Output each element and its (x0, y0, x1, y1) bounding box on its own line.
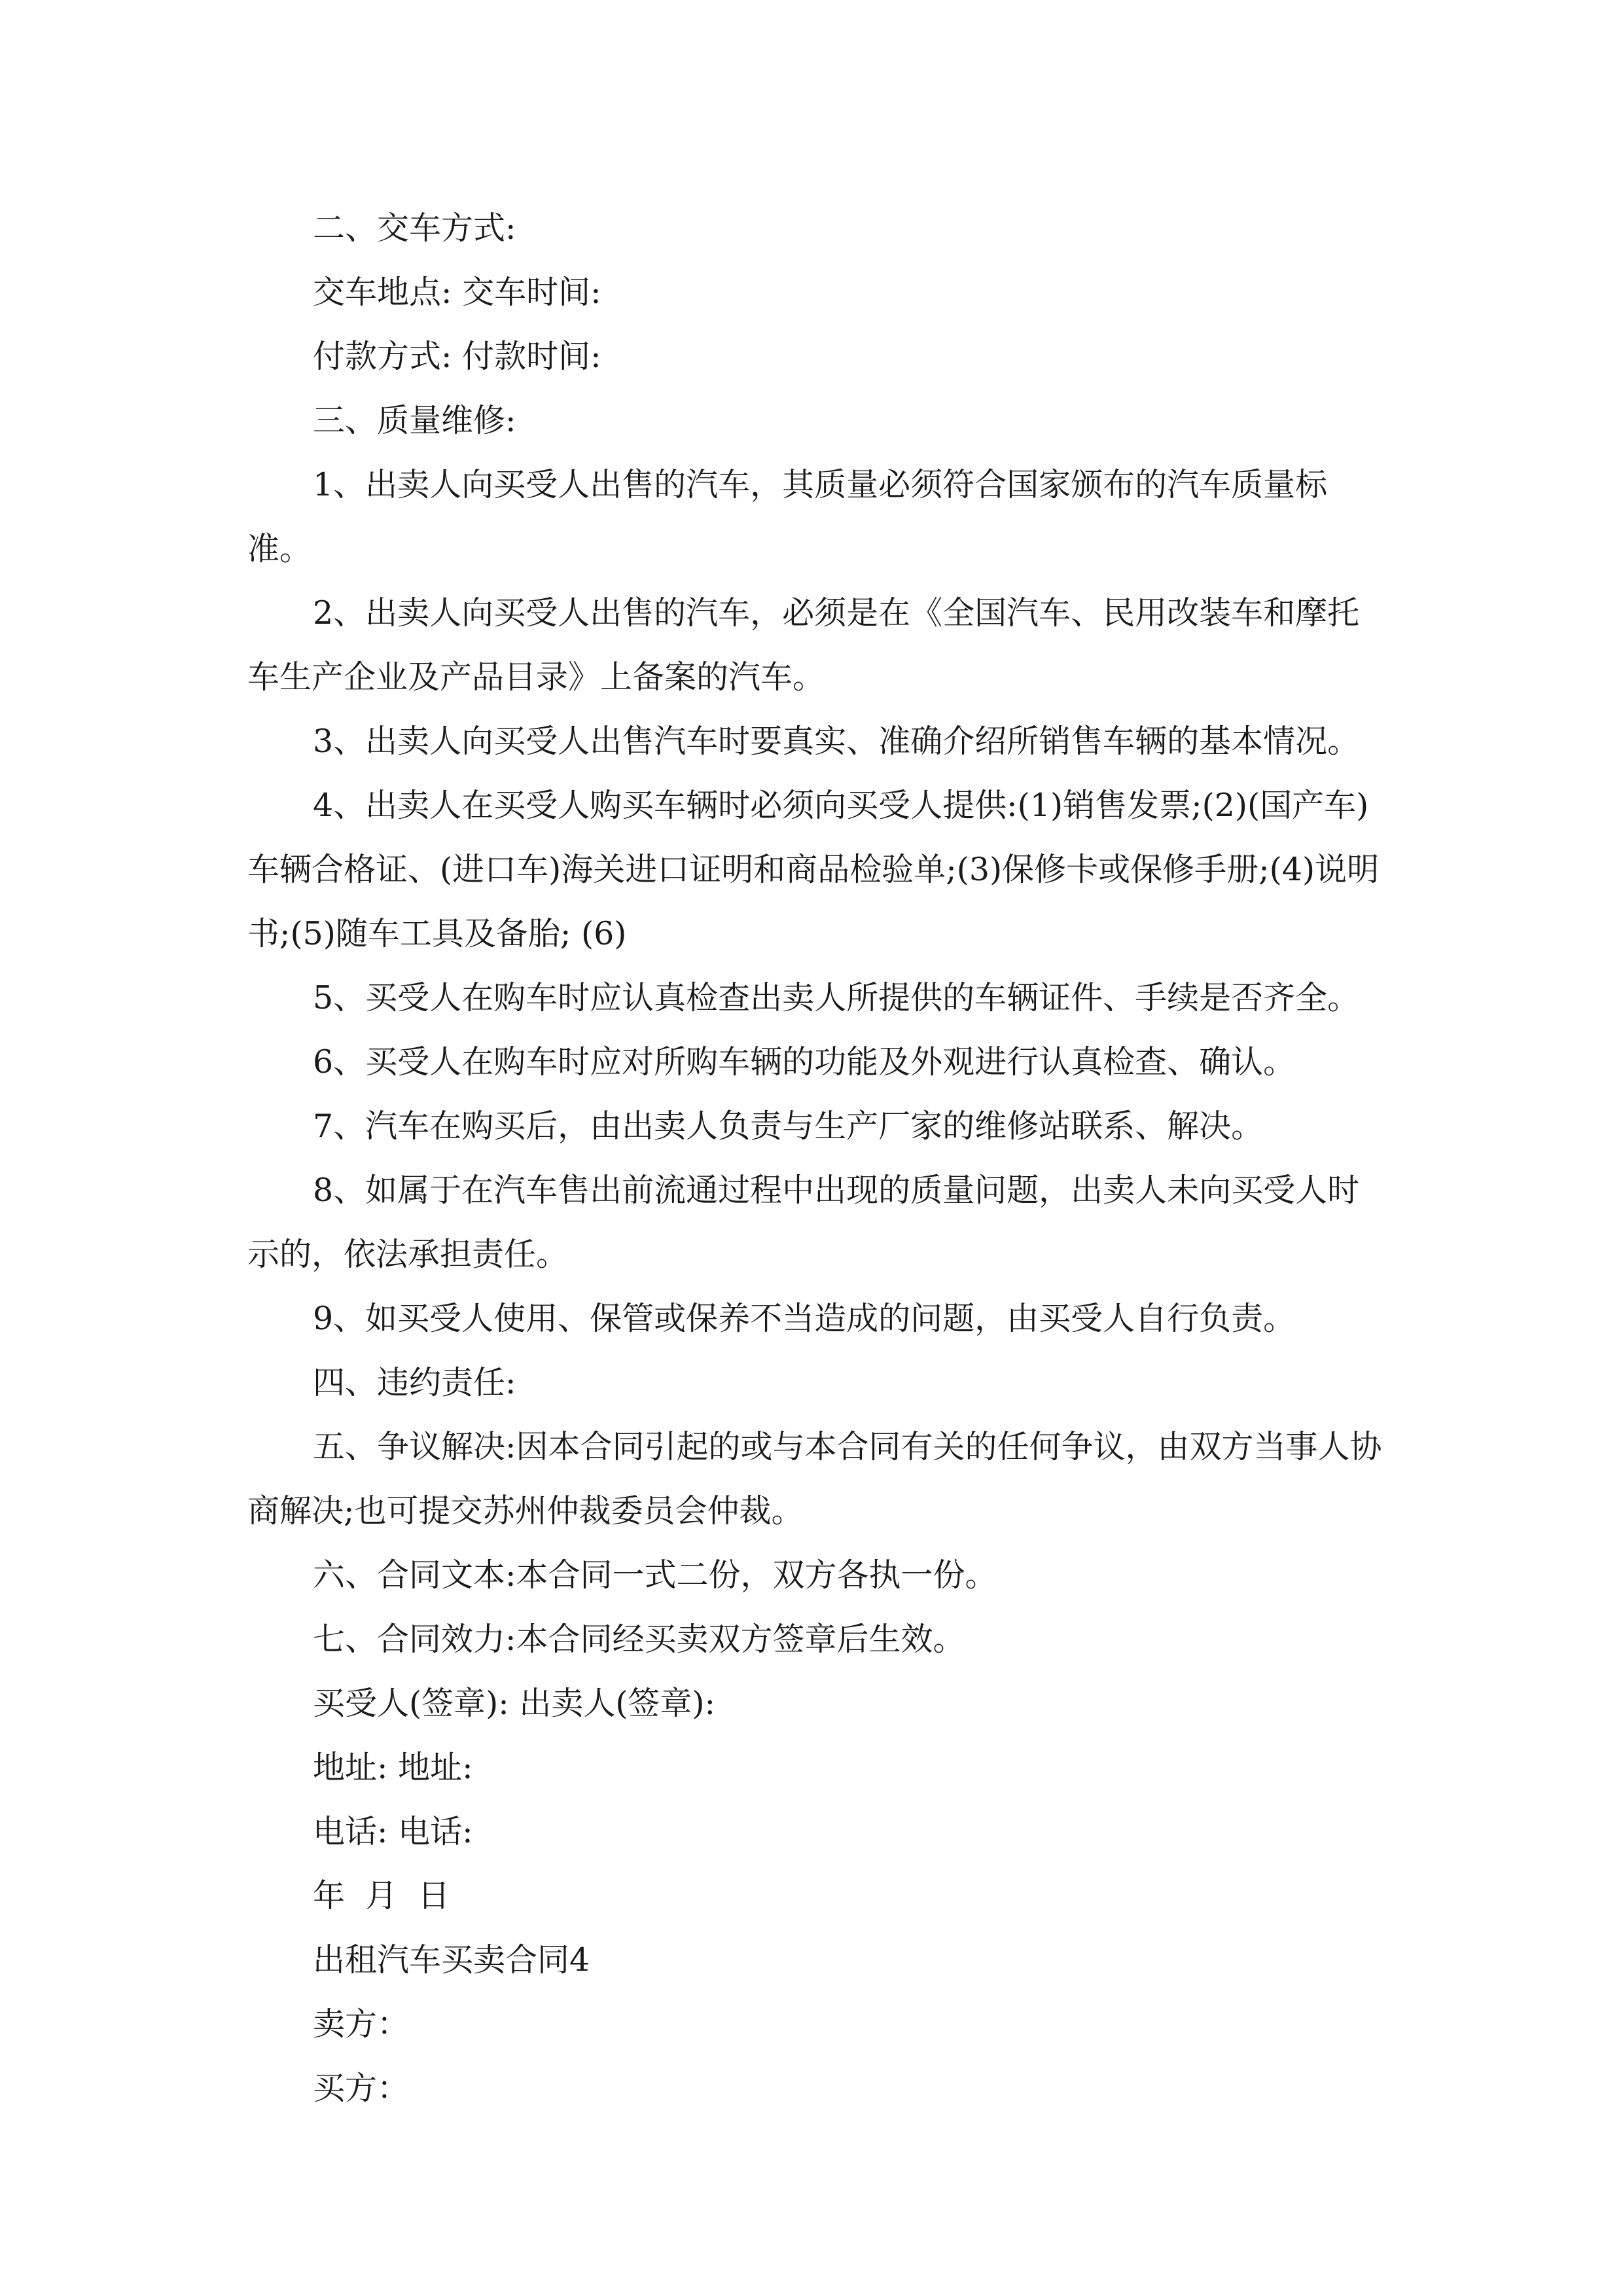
clause-4: 4、出卖人在买受人购买车辆时必须向买受人提供:(1)销售发票;(2)(国产车)车辆合格证、(进口车)海关进口证明和商品检验单;(3)保修卡或保修手册;(4)说明书;(5)随车工具及备胎; (6) (247, 787, 1380, 952)
date-line: 年 月 日 (313, 1877, 450, 1914)
payment-method-time-line: 付款方式: 付款时间: (313, 338, 601, 375)
section-heading-quality: 三、质量维修: (313, 402, 516, 439)
buyer-line: 买方： (313, 2070, 410, 2107)
clause-3: 3、出卖人向买受人出售汽车时要真实、准确介绍所销售车辆的基本情况。 (313, 723, 1360, 760)
section-dispute-resolution: 五、争议解决:因本合同引起的或与本合同有关的任何争议，由双方当事人协商解决;也可提交苏州仲裁委员会仲裁。 (247, 1428, 1382, 1530)
clause-8: 8、如属于在汽车售出前流通过程中出现的质量问题，出卖人未向买受人时示的，依法承担责任。 (247, 1172, 1360, 1273)
section-heading-breach: 四、违约责任: (313, 1364, 516, 1401)
clause-6: 6、买受人在购车时应对所购车辆的功能及外观进行认真检查、确认。 (313, 1043, 1296, 1081)
delivery-place-time-line: 交车地点: 交车时间: (313, 274, 601, 311)
clause-2: 2、出卖人向买受人出售的汽车，必须是在《全国汽车、民用改装车和摩托车生产企业及产品目录》上备案的汽车。 (247, 594, 1360, 696)
clause-5: 5、买受人在购车时应认真检查出卖人所提供的车辆证件、手续是否齐全。 (313, 979, 1360, 1016)
seller-line: 卖方： (313, 2005, 410, 2043)
document-body (247, 196, 1386, 2121)
address-line: 地址: 地址: (313, 1749, 473, 1786)
phone-line: 电话: 电话: (313, 1813, 473, 1850)
next-contract-title: 出租汽车买卖合同4 (313, 1941, 590, 1979)
clause-1: 1、出卖人向买受人出售的汽车，其质量必须符合国家颁布的汽车质量标准。 (247, 466, 1328, 567)
section-contract-copies: 六、合同文本:本合同一式二份，双方各执一份。 (313, 1556, 997, 1594)
section-heading-delivery: 二、交车方式: (313, 209, 516, 247)
clause-9: 9、如买受人使用、保管或保养不当造成的问题，由买受人自行负责。 (313, 1300, 1296, 1337)
clause-7: 7、汽车在购买后，由出卖人负责与生产厂家的维修站联系、解决。 (313, 1107, 1264, 1145)
signature-line: 买受人(签章): 出卖人(签章): (313, 1685, 716, 1722)
section-contract-effect: 七、合同效力:本合同经买卖双方签章后生效。 (313, 1621, 965, 1658)
